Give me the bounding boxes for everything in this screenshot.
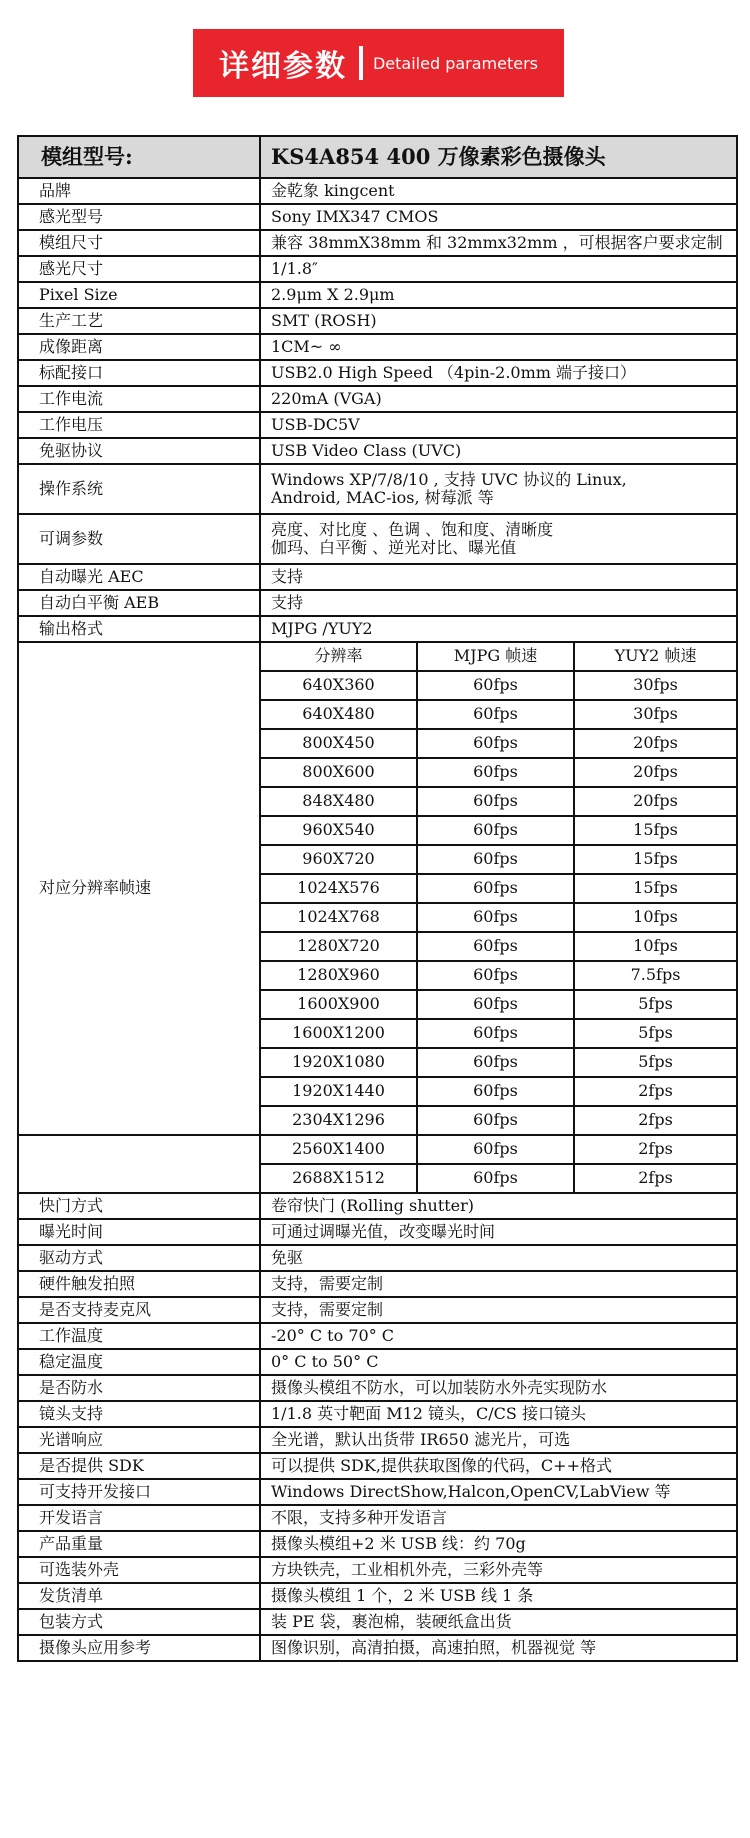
spec-label: 是否防水 [18, 1375, 260, 1401]
yuy2-fps-cell: 5fps [574, 1019, 737, 1048]
spec-label: 工作温度 [18, 1323, 260, 1349]
resolution-cell: 1600X1200 [260, 1019, 417, 1048]
spec-label: 可选装外壳 [18, 1557, 260, 1583]
spec-label: 包装方式 [18, 1609, 260, 1635]
spec-table [17, 135, 738, 1662]
spec-row [18, 282, 737, 308]
spec-value-line: 伽玛、白平衡 、逆光对比、曝光值 [271, 538, 517, 557]
resolution-cell: 960X540 [260, 816, 417, 845]
spec-row [18, 1583, 737, 1609]
spec-row [18, 514, 737, 564]
spec-value: 0° C to 50° C [260, 1349, 737, 1375]
resolution-cell: 1920X1080 [260, 1048, 417, 1077]
spec-row [18, 334, 737, 360]
mjpg-fps-cell: 60fps [417, 1048, 574, 1077]
spec-label: 光谱响应 [18, 1427, 260, 1453]
spec-value: -20° C to 70° C [260, 1323, 737, 1349]
spec-value: SMT (ROSH) [260, 308, 737, 334]
mjpg-fps-cell: 60fps [417, 1077, 574, 1106]
spec-row [18, 1609, 737, 1635]
spec-value-line: Android, MAC-ios, 树莓派 等 [271, 488, 494, 507]
spec-label: 成像距离 [18, 334, 260, 360]
spec-value: 支持，需要定制 [260, 1271, 737, 1297]
spec-label: 操作系统 [18, 464, 260, 514]
yuy2-fps-cell: 20fps [574, 758, 737, 787]
spec-row [18, 1505, 737, 1531]
spec-label: 开发语言 [18, 1505, 260, 1531]
spec-row [18, 590, 737, 616]
resolution-cell: 800X600 [260, 758, 417, 787]
resolution-cell: 1280X720 [260, 932, 417, 961]
spec-label: 驱动方式 [18, 1245, 260, 1271]
framerate-column-header: MJPG 帧速 [417, 642, 574, 671]
spec-row [18, 1427, 737, 1453]
spec-value: 1/1.8 英寸靶面 M12 镜头，C/CS 接口镜头 [260, 1401, 737, 1427]
spec-value: 可通过调曝光值，改变曝光时间 [260, 1219, 737, 1245]
spec-value: 2.9μm X 2.9μm [260, 282, 737, 308]
spec-label: 标配接口 [18, 360, 260, 386]
mjpg-fps-cell: 60fps [417, 845, 574, 874]
framerate-header-row [18, 642, 737, 671]
yuy2-fps-cell: 15fps [574, 816, 737, 845]
spec-row [18, 1453, 737, 1479]
spec-value: 支持 [260, 564, 737, 590]
spec-row [18, 616, 737, 642]
resolution-cell: 1920X1440 [260, 1077, 417, 1106]
spec-label: 可支持开发接口 [18, 1479, 260, 1505]
spec-row [18, 386, 737, 412]
spec-value-line: Windows XP/7/8/10 , 支持 UVC 协议的 Linux, [271, 469, 627, 489]
spec-row [18, 1531, 737, 1557]
spec-value: 不限，支持多种开发语言 [260, 1505, 737, 1531]
spec-label: 是否支持麦克风 [18, 1297, 260, 1323]
spec-row [18, 1349, 737, 1375]
spec-row [18, 1479, 737, 1505]
spec-value: 摄像头模组+2 米 USB 线：约 70g [260, 1531, 737, 1557]
spec-value: 摄像头模组不防水，可以加装防水外壳实现防水 [260, 1375, 737, 1401]
spec-value: 支持 [260, 590, 737, 616]
banner-title-zh: 详细参数 [218, 49, 347, 84]
spec-value: 兼容 38mmX38mm 和 32mmx32mm ，可根据客户要求定制 [260, 230, 737, 256]
yuy2-fps-cell: 30fps [574, 671, 737, 700]
yuy2-fps-cell: 10fps [574, 932, 737, 961]
spec-row [18, 256, 737, 282]
spec-label: 发货清单 [18, 1583, 260, 1609]
spec-label: 感光尺寸 [18, 256, 260, 282]
spec-label: 是否提供 SDK [18, 1453, 260, 1479]
spec-value: Sony IMX347 CMOS [260, 204, 737, 230]
yuy2-fps-cell: 5fps [574, 990, 737, 1019]
spec-label: 硬件触发拍照 [18, 1271, 260, 1297]
yuy2-fps-cell: 2fps [574, 1135, 737, 1164]
yuy2-fps-cell: 2fps [574, 1077, 737, 1106]
resolution-cell: 640X480 [260, 700, 417, 729]
spec-label: 可调参数 [18, 514, 260, 564]
yuy2-fps-cell: 15fps [574, 874, 737, 903]
mjpg-fps-cell: 60fps [417, 787, 574, 816]
resolution-cell: 1600X900 [260, 990, 417, 1019]
spec-label: 摄像头应用参考 [18, 1635, 260, 1661]
resolution-cell: 2560X1400 [260, 1135, 417, 1164]
yuy2-fps-cell: 2fps [574, 1106, 737, 1135]
yuy2-fps-cell: 20fps [574, 787, 737, 816]
framerate-column-header: 分辨率 [260, 642, 417, 671]
spec-row [18, 1271, 737, 1297]
spec-row [18, 1635, 737, 1661]
spec-value [260, 464, 737, 514]
mjpg-fps-cell: 60fps [417, 1106, 574, 1135]
mjpg-fps-cell: 60fps [417, 758, 574, 787]
spec-row [18, 308, 737, 334]
mjpg-fps-cell: 60fps [417, 1019, 574, 1048]
spec-label: 输出格式 [18, 616, 260, 642]
spec-label: 品牌 [18, 178, 260, 204]
spec-value: 装 PE 袋，裹泡棉，装硬纸盒出货 [260, 1609, 737, 1635]
mjpg-fps-cell: 60fps [417, 700, 574, 729]
spec-row [18, 1375, 737, 1401]
spec-label: 生产工艺 [18, 308, 260, 334]
spec-value: 图像识别，高清拍摄，高速拍照，机器视觉 等 [260, 1635, 737, 1661]
spec-label: 自动曝光 AEC [18, 564, 260, 590]
spec-value: MJPG /YUY2 [260, 616, 737, 642]
yuy2-fps-cell: 5fps [574, 1048, 737, 1077]
model-label: 模组型号: [18, 136, 260, 178]
spec-value: 方块铁壳，工业相机外壳，三彩外壳等 [260, 1557, 737, 1583]
yuy2-fps-cell: 15fps [574, 845, 737, 874]
yuy2-fps-cell: 2fps [574, 1164, 737, 1193]
resolution-cell: 960X720 [260, 845, 417, 874]
resolution-cell: 2688X1512 [260, 1164, 417, 1193]
mjpg-fps-cell: 60fps [417, 961, 574, 990]
spec-value: Windows DirectShow,Halcon,OpenCV,LabView 等 [260, 1479, 737, 1505]
spec-label: 自动白平衡 AEB [18, 590, 260, 616]
spec-value: 1/1.8″ [260, 256, 737, 282]
yuy2-fps-cell: 10fps [574, 903, 737, 932]
spec-row [18, 412, 737, 438]
spec-row [18, 1557, 737, 1583]
spec-row [18, 230, 737, 256]
spec-row [18, 1323, 737, 1349]
spec-row [18, 1297, 737, 1323]
spec-value: 1CM~ ∞ [260, 334, 737, 360]
yuy2-fps-cell: 7.5fps [574, 961, 737, 990]
mjpg-fps-cell: 60fps [417, 816, 574, 845]
spec-row [18, 1401, 737, 1427]
framerate-row [18, 1135, 737, 1164]
spec-row [18, 204, 737, 230]
mjpg-fps-cell: 60fps [417, 932, 574, 961]
spec-value: 金乾象 kingcent [260, 178, 737, 204]
framerate-column-header: YUY2 帧速 [574, 642, 737, 671]
spec-value-line: 亮度、对比度 、色调 、饱和度、清晰度 [271, 519, 554, 539]
spec-label: 稳定温度 [18, 1349, 260, 1375]
spec-value: 220mA (VGA) [260, 386, 737, 412]
mjpg-fps-cell: 60fps [417, 671, 574, 700]
resolution-cell: 1024X768 [260, 903, 417, 932]
spec-value: 免驱 [260, 1245, 737, 1271]
banner-divider [359, 46, 363, 80]
spec-row [18, 438, 737, 464]
spec-value [260, 514, 737, 564]
spec-label: 曝光时间 [18, 1219, 260, 1245]
mjpg-fps-cell: 60fps [417, 729, 574, 758]
mjpg-fps-cell: 60fps [417, 874, 574, 903]
model-value: KS4A854 400 万像素彩色摄像头 [260, 136, 737, 178]
spec-label: 免驱协议 [18, 438, 260, 464]
banner-title-en: Detailed parameters [372, 53, 539, 73]
resolution-cell: 1024X576 [260, 874, 417, 903]
spec-value: 支持，需要定制 [260, 1297, 737, 1323]
spec-value: 卷帘快门 (Rolling shutter) [260, 1193, 737, 1219]
spec-label: 产品重量 [18, 1531, 260, 1557]
framerate-label: 对应分辨率帧速 [18, 642, 260, 1135]
spec-label: 感光型号 [18, 204, 260, 230]
spec-label: 镜头支持 [18, 1401, 260, 1427]
spec-value: USB-DC5V [260, 412, 737, 438]
spec-label: 工作电流 [18, 386, 260, 412]
resolution-cell: 2304X1296 [260, 1106, 417, 1135]
spec-row [18, 1193, 737, 1219]
spec-value: USB2.0 High Speed （4pin-2.0mm 端子接口） [260, 360, 737, 386]
spec-row [18, 178, 737, 204]
spec-value: 摄像头模组 1 个，2 米 USB 线 1 条 [260, 1583, 737, 1609]
spec-row [18, 1219, 737, 1245]
spec-row [18, 360, 737, 386]
spec-label: 快门方式 [18, 1193, 260, 1219]
spec-label: 工作电压 [18, 412, 260, 438]
mjpg-fps-cell: 60fps [417, 1135, 574, 1164]
mjpg-fps-cell: 60fps [417, 1164, 574, 1193]
spec-label: Pixel Size [18, 282, 260, 308]
spec-value: 可以提供 SDK,提供获取图像的代码，C++格式 [260, 1453, 737, 1479]
spec-value: 全光谱，默认出货带 IR650 滤光片，可选 [260, 1427, 737, 1453]
yuy2-fps-cell: 30fps [574, 700, 737, 729]
model-row [18, 136, 737, 178]
resolution-cell: 640X360 [260, 671, 417, 700]
spec-row [18, 564, 737, 590]
mjpg-fps-cell: 60fps [417, 990, 574, 1019]
resolution-cell: 848X480 [260, 787, 417, 816]
resolution-cell: 1280X960 [260, 961, 417, 990]
yuy2-fps-cell: 20fps [574, 729, 737, 758]
framerate-label-continuation [18, 1135, 260, 1193]
title-banner [193, 29, 564, 97]
spec-row [18, 464, 737, 514]
spec-value: USB Video Class (UVC) [260, 438, 737, 464]
spec-label: 模组尺寸 [18, 230, 260, 256]
resolution-cell: 800X450 [260, 729, 417, 758]
spec-row [18, 1245, 737, 1271]
mjpg-fps-cell: 60fps [417, 903, 574, 932]
